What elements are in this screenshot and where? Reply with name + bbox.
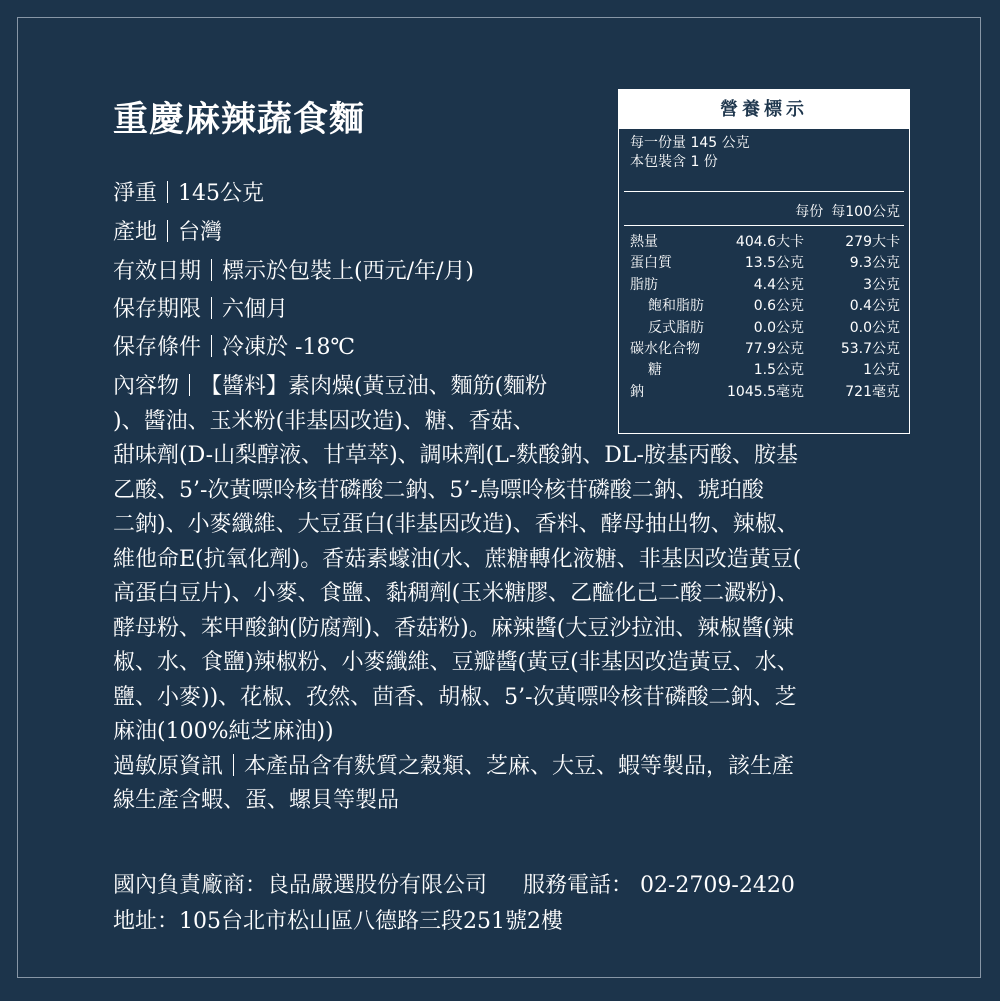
per-serving-value: 4.4公克 bbox=[753, 276, 804, 293]
nutrient-name: 飽和脂肪 bbox=[648, 298, 704, 315]
per-100g-value: 279大卡 bbox=[845, 234, 900, 250]
nutrient-name: 熱量 bbox=[630, 234, 658, 250]
manufacturer: 國內負責廠商：良品嚴選股份有限公司 bbox=[113, 873, 488, 898]
per-100g-value: 721毫克 bbox=[845, 383, 900, 400]
info-shelf-life bbox=[113, 293, 288, 327]
info-net-weight bbox=[113, 177, 264, 211]
col-per-100g: 每100公克 bbox=[831, 204, 900, 220]
nutrient-name: 鈉 bbox=[630, 383, 644, 400]
info-value: 台灣 bbox=[178, 220, 223, 245]
ingredients-line: 椒、水、食鹽)辣椒粉、小麥纖維、豆瓣醬(黃豆(非基因改造黃豆、水、 bbox=[113, 650, 799, 675]
per-100g-value: 3公克 bbox=[863, 276, 900, 293]
info-label: 有效日期 bbox=[113, 259, 202, 284]
info-label: 保存條件 bbox=[113, 335, 202, 360]
nutrition-heading: 營養標示 bbox=[619, 90, 909, 129]
separator bbox=[211, 297, 212, 319]
per-100g-value: 0.0公克 bbox=[849, 319, 900, 336]
info-label: 保存期限 bbox=[113, 297, 202, 322]
ingredients-line: 鹽、小麥))、花椒、孜然、茴香、胡椒、5’-次黃嘌呤核苷磷酸二鈉、芝 bbox=[113, 684, 797, 710]
nutrition-rows bbox=[619, 232, 909, 403]
separator bbox=[167, 220, 168, 242]
nutrition-row bbox=[619, 382, 909, 403]
info-value: 冷凍於 -18℃ bbox=[222, 335, 356, 360]
ingredients-line: 維他命E(抗氧化劑)。香菇素蠔油(水、蔗糖轉化液糖、非基因改造黃豆( bbox=[113, 546, 802, 572]
per-serving-value: 13.5公克 bbox=[744, 255, 804, 272]
info-value: 145公克 bbox=[178, 181, 265, 206]
nutrition-row bbox=[619, 339, 909, 360]
ingredients-line: 乙酸、5’-次黃嘌呤核苷磷酸二鈉、5’-鳥嘌呤核苷磷酸二鈉、琥珀酸 bbox=[113, 477, 764, 503]
nutrition-row bbox=[619, 253, 909, 274]
separator bbox=[233, 754, 234, 776]
nutrition-row bbox=[619, 360, 909, 381]
nutrition-row bbox=[619, 318, 909, 339]
allergen-label: 過敏原資訊 bbox=[113, 753, 224, 779]
info-expiry bbox=[113, 255, 474, 289]
per-serving-value: 1045.5毫克 bbox=[727, 383, 804, 400]
ingredients-line: 甜味劑(D-山梨醇液、甘草萃)、調味劑(L-麩酸鈉、DL-胺基丙酸、胺基 bbox=[113, 443, 798, 468]
info-label: 產地 bbox=[113, 220, 158, 245]
separator bbox=[211, 259, 212, 281]
nutrient-name: 蛋白質 bbox=[630, 255, 672, 272]
per-serving-value: 0.0公克 bbox=[753, 319, 804, 336]
info-value: 標示於包裝上(西元/年/月) bbox=[222, 259, 475, 284]
serving-info bbox=[619, 129, 909, 172]
nutrition-panel bbox=[618, 89, 910, 434]
per-100g-value: 1公克 bbox=[863, 362, 900, 379]
ingredients-label: 內容物 bbox=[113, 374, 180, 399]
nutrient-name: 脂肪 bbox=[630, 276, 658, 293]
separator bbox=[211, 335, 212, 357]
ingredients-line: 高蛋白豆片)、小麥、食鹽、黏稠劑(玉米糖膠、乙醯化己二酸二澱粉)、 bbox=[113, 581, 799, 606]
ingredients-line: 麻油(100%純芝麻油)) bbox=[113, 719, 334, 744]
allergen-text: 本產品含有麩質之穀類、芝麻、大豆、蝦等製品，該生產 bbox=[244, 753, 795, 779]
nutrient-name: 糖 bbox=[648, 362, 662, 379]
per-serving-value: 77.9公克 bbox=[744, 340, 804, 357]
info-value: 六個月 bbox=[222, 297, 289, 322]
col-per-serving: 每份 bbox=[795, 204, 824, 220]
per-100g-value: 53.7公克 bbox=[840, 340, 900, 357]
ingredients-block bbox=[113, 370, 923, 819]
ingredients-line: 酵母粉、苯甲酸鈉(防腐劑)、香菇粉)。麻辣醬(大豆沙拉油、辣椒醬(辣 bbox=[113, 615, 794, 641]
servings-per-package: 本包裝含 1 份 bbox=[630, 154, 718, 170]
nutrition-row bbox=[619, 275, 909, 296]
manufacturer-line bbox=[113, 868, 795, 899]
info-label: 淨重 bbox=[113, 181, 158, 206]
per-100g-value: 0.4公克 bbox=[849, 298, 900, 315]
allergen-line: 線生產含蝦、蛋、螺貝等製品 bbox=[113, 788, 400, 813]
address-line: 地址：105台北市松山區八德路三段251號2樓 bbox=[113, 909, 563, 934]
product-title: 重慶麻辣蔬食麵 bbox=[113, 99, 366, 140]
nutrition-column-headers bbox=[795, 201, 900, 221]
per-serving-value: 1.5公克 bbox=[753, 362, 804, 379]
per-100g-value: 9.3公克 bbox=[849, 255, 900, 272]
separator bbox=[167, 181, 168, 203]
ingredients-line: 二鈉)、小麥纖維、大豆蛋白(非基因改造)、香料、酵母抽出物、辣椒、 bbox=[113, 512, 799, 537]
info-origin bbox=[113, 216, 222, 250]
serving-size: 每一份量 145 公克 bbox=[630, 135, 750, 151]
info-storage bbox=[113, 331, 355, 365]
separator bbox=[189, 374, 190, 396]
nutrient-name: 碳水化合物 bbox=[630, 340, 700, 357]
nutrition-row bbox=[619, 296, 909, 317]
divider bbox=[624, 225, 904, 226]
nutrition-row bbox=[619, 232, 909, 253]
per-serving-value: 0.6公克 bbox=[753, 298, 804, 315]
per-serving-value: 404.6大卡 bbox=[735, 234, 804, 250]
ingredients-line: )、醬油、玉米粉(非基因改造)、糖、香菇、 bbox=[113, 408, 535, 434]
ingredients-text: 【醬料】素肉燥(黃豆油、麵筋(麵粉 bbox=[200, 374, 548, 399]
allergen-line bbox=[113, 750, 923, 785]
service-phone: 服務電話： 02-2709-2420 bbox=[523, 873, 795, 898]
nutrient-name: 反式脂肪 bbox=[648, 319, 704, 336]
divider bbox=[624, 191, 904, 192]
